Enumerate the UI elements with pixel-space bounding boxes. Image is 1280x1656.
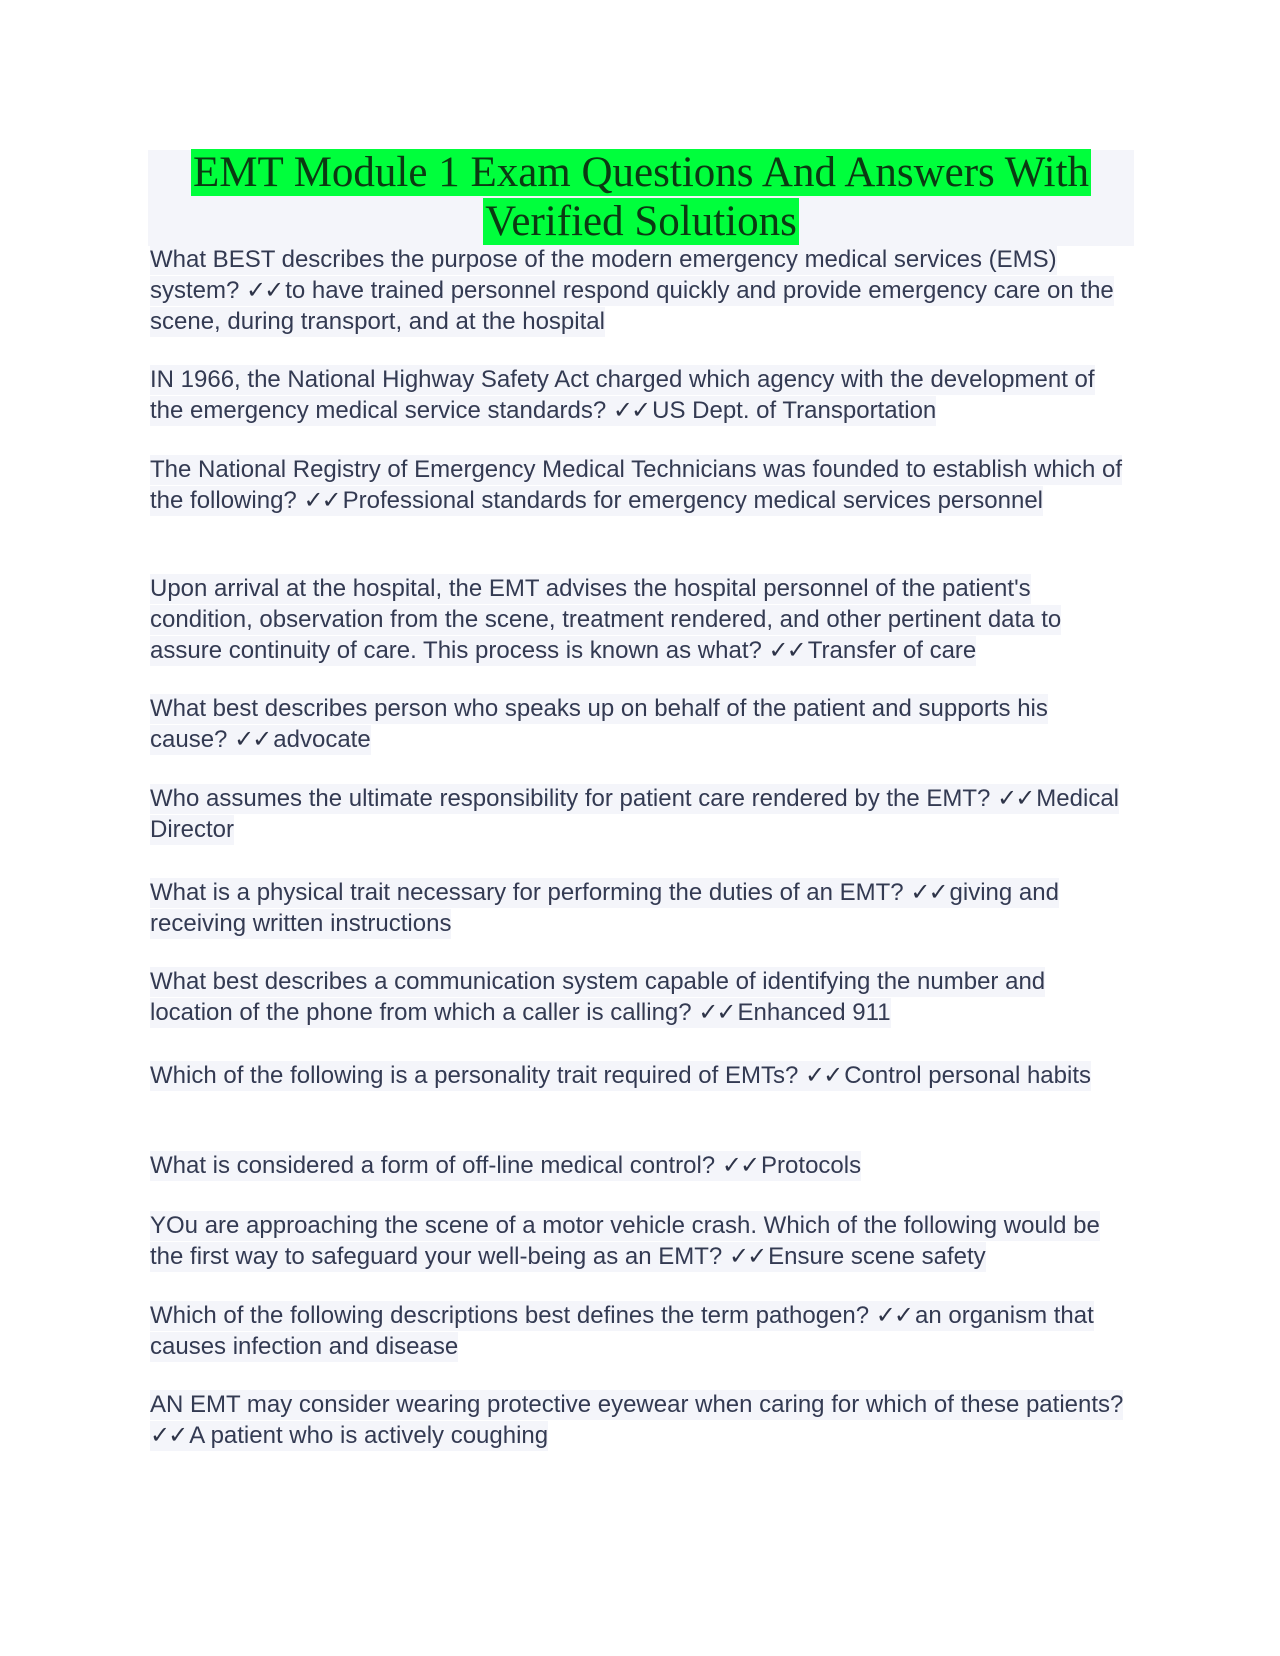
- qa-item-11: [150, 1210, 1130, 1272]
- qa-item-4: [150, 573, 1130, 666]
- qa-item-3: [150, 454, 1130, 516]
- qa-item-2: [150, 364, 1130, 426]
- answer-text: giving and receiving written instructions: [150, 879, 1059, 937]
- question-text: The National Registry of Emergency Medical Technicians was founded to establish which of the following?: [150, 456, 1123, 514]
- question-text: Who assumes the ultimate responsibility for patient care rendered by the EMT?: [150, 785, 991, 812]
- qa-item-10: [150, 1150, 1130, 1181]
- check-icon: ✓✓: [768, 636, 805, 664]
- qa-item-5: [150, 693, 1130, 755]
- check-icon: ✓✓: [698, 998, 735, 1026]
- question-text: YOu are approaching the scene of a motor vehicle crash. Which of the following would be the first way to safeguard your well-being as an EMT?: [150, 1212, 1100, 1270]
- question-text: What best describes a communication system capable of identifying the number and location of the phone from which a caller is calling?: [150, 968, 1046, 1026]
- check-icon: ✓✓: [721, 1151, 759, 1179]
- answer-text: Medical Director: [150, 785, 1119, 843]
- qa-item-9: [150, 1060, 1130, 1091]
- question-text: IN 1966, the National Highway Safety Act charged which agency with the development of the emergency medical service standards?: [150, 366, 1095, 424]
- answer-text: to have trained personnel respond quickly and provide emergency care on the scene, during transport, and at the hospital: [150, 277, 1114, 335]
- qa-item-1: [150, 244, 1130, 337]
- question-text: What best describes person who speaks up on behalf of the patient and supports his cause?: [150, 695, 1048, 753]
- check-icon: ✓✓: [875, 1301, 912, 1329]
- answer-text: Protocols: [761, 1152, 862, 1179]
- check-icon: ✓✓: [910, 878, 947, 906]
- answer-text: Control personal habits: [844, 1062, 1091, 1089]
- check-icon: ✓✓: [150, 1421, 187, 1449]
- qa-item-13: [150, 1389, 1130, 1451]
- qa-item-8: [150, 966, 1130, 1028]
- title-line-2: Verified Solutions: [485, 198, 797, 245]
- answer-text: Enhanced 911: [737, 999, 891, 1026]
- question-text: AN EMT may consider wearing protective eyewear when caring for which of these patients?: [150, 1391, 1124, 1418]
- title-line-1: EMT Module 1 Exam Questions And Answers With: [192, 149, 1090, 196]
- check-icon: ✓✓: [234, 725, 271, 753]
- qa-item-12: [150, 1300, 1130, 1362]
- question-text: What BEST describes the purpose of the modern emergency medical services (EMS) system?: [150, 246, 1057, 304]
- check-icon: ✓✓: [612, 396, 650, 424]
- question-text: Upon arrival at the hospital, the EMT advises the hospital personnel of the patient's condition, observation from the scene, treatment rendered, and other pertinent data to assure continuity of care. This process is known as what?: [150, 575, 1062, 664]
- answer-text: advocate: [273, 726, 371, 753]
- document-title: [148, 148, 1134, 246]
- check-icon: ✓✓: [997, 784, 1034, 812]
- answer-text: A patient who is actively coughing: [189, 1422, 549, 1449]
- answer-text: Ensure scene safety: [768, 1243, 986, 1270]
- check-icon: ✓✓: [303, 486, 340, 514]
- check-icon: ✓✓: [728, 1242, 766, 1270]
- check-icon: ✓✓: [804, 1061, 842, 1089]
- qa-item-6: [150, 783, 1130, 845]
- question-text: What is considered a form of off-line medical control?: [150, 1152, 716, 1179]
- question-text: What is a physical trait necessary for performing the duties of an EMT?: [150, 879, 904, 906]
- answer-text: an organism that causes infection and disease: [150, 1302, 1094, 1360]
- question-text: Which of the following descriptions best defines the term pathogen?: [150, 1302, 870, 1329]
- answer-text: US Dept. of Transportation: [652, 397, 937, 424]
- check-icon: ✓✓: [246, 276, 283, 304]
- answer-text: Professional standards for emergency medical services personnel: [342, 487, 1043, 514]
- answer-text: Transfer of care: [807, 637, 977, 664]
- qa-item-7: [150, 877, 1130, 939]
- question-text: Which of the following is a personality trait required of EMTs?: [150, 1062, 799, 1089]
